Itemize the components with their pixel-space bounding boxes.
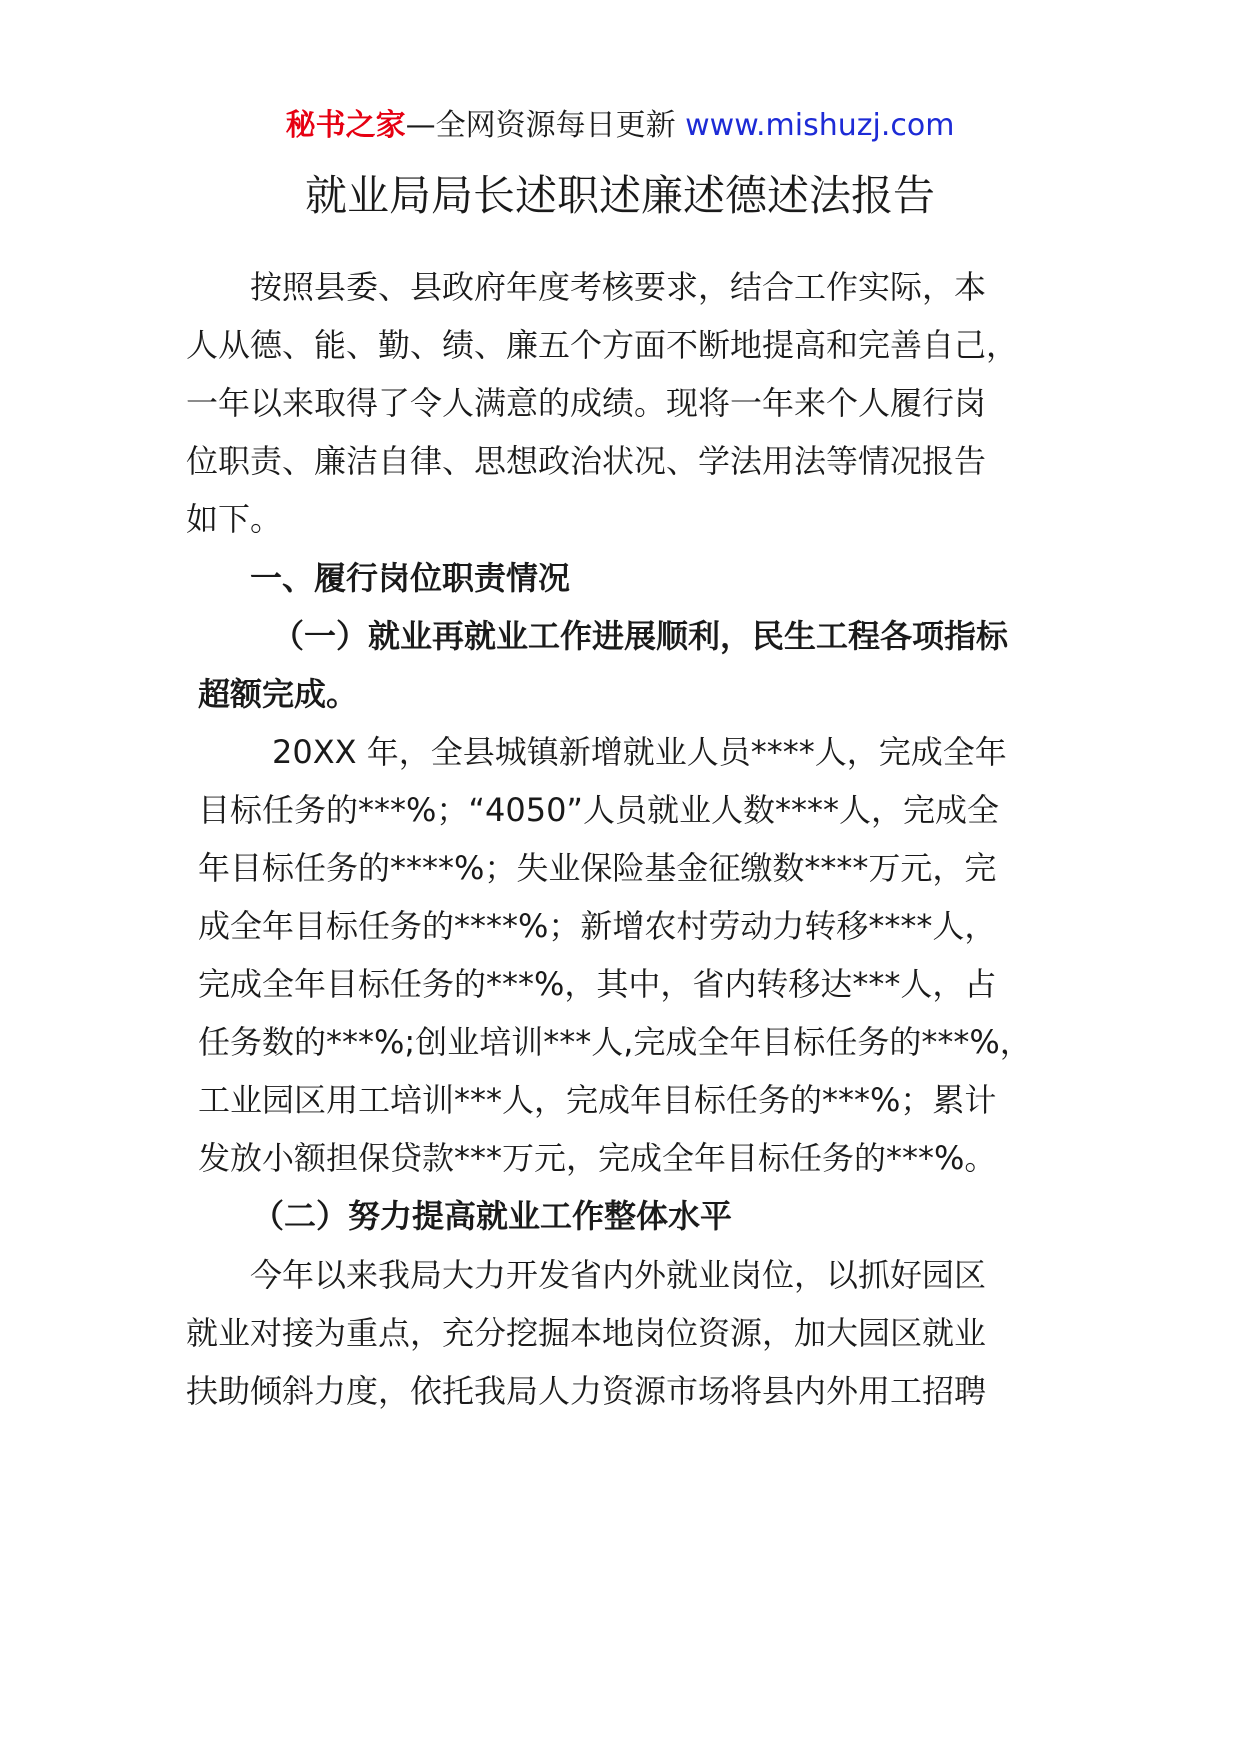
site-url-link[interactable]: www.mishuzj.com — [685, 108, 955, 143]
site-slogan: —全网资源每日更新 — [405, 108, 686, 143]
subsection-heading-1-line-2: 超额完成。 — [198, 675, 359, 713]
intro-line-1: 按照县委、县政府年度考核要求，结合工作实际，本 — [250, 268, 987, 306]
sub1-body-line-5: 完成全年目标任务的***%，其中，省内转移达***人，占 — [198, 965, 997, 1003]
sub1-body-line-7: 工业园区用工培训***人，完成年目标任务的***%；累计 — [198, 1081, 997, 1119]
sub1-body-line-2: 目标任务的***%；“4050”人员就业人数****人，完成全 — [198, 791, 1000, 829]
sub2-body-line-2: 就业对接为重点，充分挖掘本地岗位资源，加大园区就业 — [186, 1314, 987, 1352]
intro-line-3: 一年以来取得了令人满意的成绩。现将一年来个人履行岗 — [186, 384, 987, 422]
site-brand: 秘书之家 — [285, 108, 406, 143]
sub1-body-line-8: 发放小额担保贷款***万元，完成全年目标任务的***%。 — [198, 1139, 997, 1177]
sub1-body-line-4: 成全年目标任务的****%；新增农村劳动力转移****人， — [198, 907, 997, 945]
subsection-heading-2: （二）努力提高就业工作整体水平 — [252, 1197, 733, 1235]
sub1-body-line-3: 年目标任务的****%；失业保险基金征缴数****万元，完 — [198, 849, 997, 887]
sub2-body-line-1: 今年以来我局大力开发省内外就业岗位，以抓好园区 — [250, 1256, 987, 1294]
subsection-heading-1-line-1: （一）就业再就业工作进展顺利，民生工程各项指标 — [272, 617, 1009, 655]
intro-line-5: 如下。 — [186, 500, 283, 538]
section-heading-1: 一、履行岗位职责情况 — [250, 559, 571, 597]
intro-line-4: 位职责、廉洁自律、思想政治状况、学法用法等情况报告 — [186, 442, 987, 480]
intro-line-2: 人从德、能、勤、绩、廉五个方面不断地提高和完善自己， — [186, 326, 1019, 364]
sub1-body-line-6: 任务数的***%;创业培训***人,完成全年目标任务的***%， — [198, 1023, 1032, 1061]
document-title: 就业局局长述职述廉述德述法报告 — [304, 171, 935, 220]
sub2-body-line-3: 扶助倾斜力度，依托我局人力资源市场将县内外用工招聘 — [186, 1372, 987, 1410]
sub1-body-line-1: 20XX 年，全县城镇新增就业人员****人，完成全年 — [272, 733, 1007, 771]
site-header — [0, 104, 1240, 148]
